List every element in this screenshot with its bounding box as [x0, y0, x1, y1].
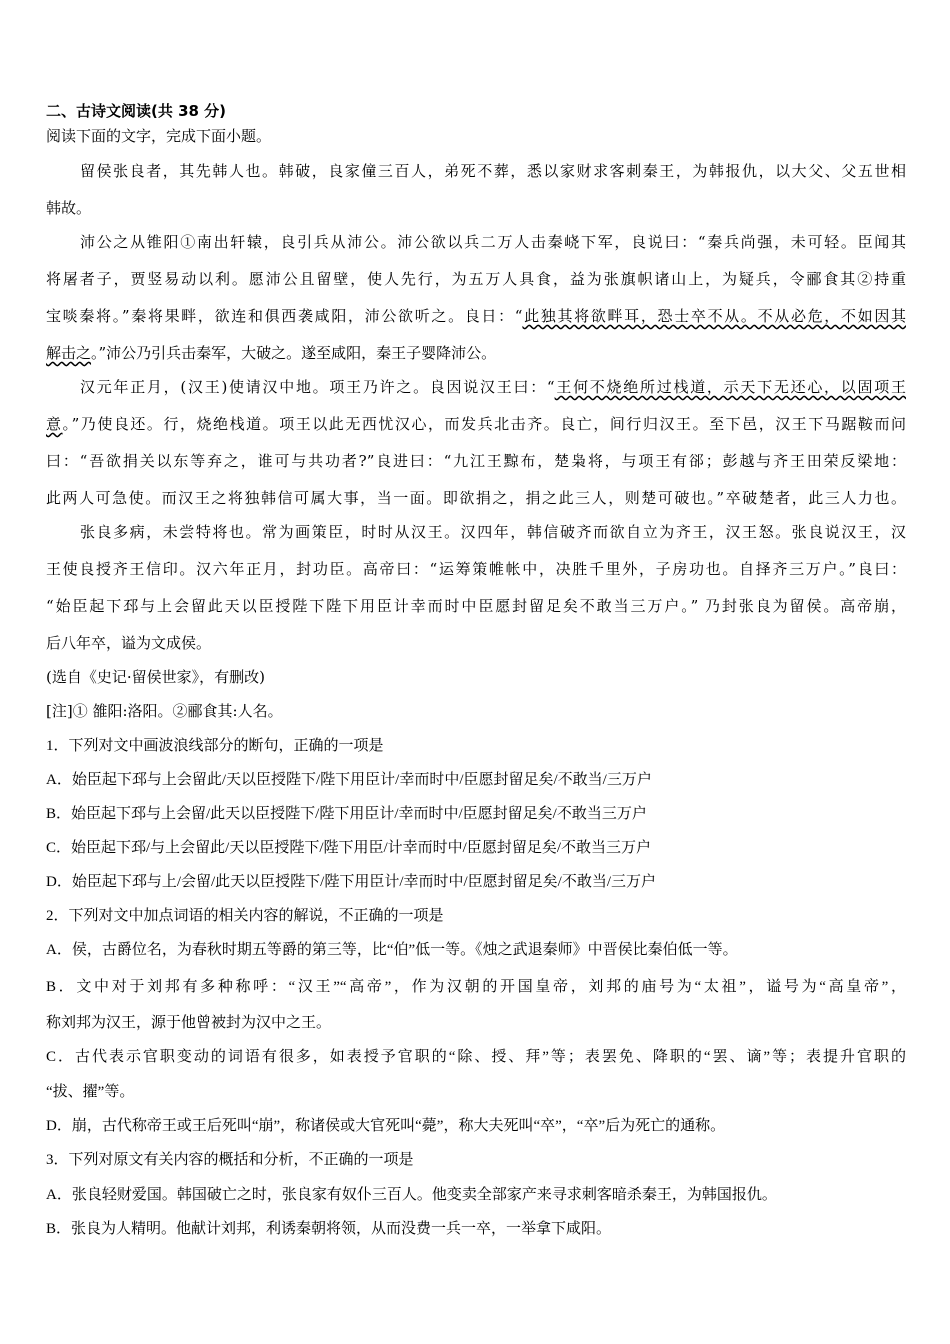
- answer-option[interactable]: B．始臣起下邳与上会留/此天以臣授陛下/陛下用臣计/幸而时中/臣愿封留足矣/不敢当三万户: [46, 806, 647, 822]
- wavy-underline-text: 王何不烧绝所过栈道，示天下无还心，以固项王: [554, 378, 906, 396]
- passage-source: (选自《史记·留侯世家》，有删改): [46, 668, 265, 686]
- wavy-underline-text: 此独其将欲畔耳，恐士卒不从。不从必危，不如因其: [522, 307, 906, 325]
- passage-line: 沛公之从锥阳①南出轩辕，良引兵从沛公。沛公欲以兵二万人击秦峣下军，良说曰：“秦兵尚强，未可轻。臣闻其: [80, 233, 906, 251]
- passage-line: 意。”乃使良还。行，烧绝栈道。项王以此无西忧汉心，而发兵北击齐。良亡，间行归汉王。至下邑，汉王下马踞鞍而问: [46, 415, 906, 433]
- answer-option[interactable]: B．文中对于刘邦有多种称呼：“汉王”“高帝”，作为汉朝的开国皇帝，刘邦的庙号为“太祖”，谥号为“高皇帝”，: [46, 979, 906, 995]
- passage-line: 王使良授齐王信印。汉六年正月，封功臣。高帝曰：“运筹策帷帐中，决胜千里外，子房功也。自择齐三万户。”良曰：: [46, 560, 906, 578]
- question-stem: 1．下列对文中画波浪线部分的断句，正确的一项是: [46, 738, 384, 754]
- answer-option[interactable]: A．侯，古爵位名，为春秋时期五等爵的第三等，比“伯”低一等。《烛之武退秦师》中晋侯比秦伯低一等。: [46, 942, 738, 958]
- answer-option-continued: “拔、擢”等。: [46, 1084, 135, 1100]
- section-heading: 二、古诗文阅读(共 38 分): [46, 102, 227, 120]
- passage-line: 将屠者子，贾竖易动以利。愿沛公且留壁，使人先行，为五万人具食，益为张旗帜诸山上，为疑兵，令郦食其②持重: [46, 270, 906, 288]
- answer-option[interactable]: D．始臣起下邳与上/会留/此天以臣授陛下/陛下用臣计/幸而时中/臣愿封留足矣/不敢当/三万户: [46, 874, 657, 890]
- passage-line: 解击之。”沛公乃引兵击秦军，大破之。遂至咸阳，秦王子婴降沛公。: [46, 344, 497, 362]
- question-stem: 3．下列对原文有关内容的概括和分析，不正确的一项是: [46, 1152, 414, 1168]
- passage-line: 汉元年正月，(汉王)使请汉中地。项王乃许之。良因说汉王曰：“王何不烧绝所过栈道，示天下无还心，以固项王: [80, 378, 906, 396]
- answer-option[interactable]: D．崩，古代称帝王或王后死叫“崩”，称诸侯或大官死叫“薨”，称大夫死叫“卒”，“卒”后为死亡的通称。: [46, 1118, 726, 1134]
- passage-line: 曰：“吾欲捐关以东等弃之，谁可与共功者?”良进曰：“九江王黥布，楚枭将，与项王有郤；彭越与齐王田荣反梁地：: [46, 452, 906, 470]
- wavy-underline-text: 意: [46, 415, 63, 433]
- passage-line: 后八年卒，谥为文成侯。: [46, 634, 212, 652]
- answer-option[interactable]: C．古代表示官职变动的词语有很多，如表授予官职的“除、授、拜”等；表罢免、降职的“罢、谪”等；表提升官职的: [46, 1049, 906, 1065]
- answer-option[interactable]: A．始臣起下邳与上会留此/天以臣授陛下/陛下用臣计/幸而时中/臣愿封留足矣/不敢当/三万户: [46, 772, 652, 788]
- passage-line: 留侯张良者，其先韩人也。韩破，良家僮三百人，弟死不葬，悉以家财求客刺秦王，为韩报仇，以大父、父五世相: [80, 162, 906, 180]
- answer-option-continued: 称刘邦为汉王，源于他曾被封为汉中之王。: [46, 1015, 332, 1031]
- answer-option[interactable]: A．张良轻财爱国。韩国破亡之时，张良家有奴仆三百人。他变卖全部家产来寻求刺客暗杀秦王，为韩国报仇。: [46, 1187, 777, 1203]
- passage-line: “始臣起下邳与上会留此天以臣授陛下陛下用臣计幸而时中臣愿封留足矣不敢当三万户。” 乃封张良为留侯。高帝崩，: [46, 597, 906, 615]
- passage-line: 宝啖秦将。”秦将果畔，欲连和俱西袭咸阳，沛公欲听之。良日：“此独其将欲畔耳，恐士卒不从。不从必危，不如因其: [46, 307, 906, 325]
- passage-line: 韩故。: [46, 199, 92, 217]
- answer-option[interactable]: C．始臣起下邳/与上会留此/天以臣授陛下/陛下用臣/计幸而时中/臣愿封留足矣/不敢当三万户: [46, 840, 652, 856]
- answer-option[interactable]: B．张良为人精明。他献计刘邦，利诱秦朝将领，从而没费一兵一卒，一举拿下咸阳。: [46, 1221, 612, 1237]
- wavy-underline-text: 解击之: [46, 344, 92, 362]
- passage-line: 此两人可急使。而汉王之将独韩信可属大事，当一面。即欲捐之，捐之此三人，则楚可破也。”卒破楚者，此三人力也。: [46, 489, 906, 507]
- question-stem: 2．下列对文中加点词语的相关内容的解说，不正确的一项是: [46, 908, 444, 924]
- passage-line: 张良多病，未尝特将也。常为画策臣，时时从汉王。汉四年，韩信破齐而欲自立为齐王，汉王怒。张良说汉王，汉: [80, 523, 906, 541]
- passage-note: [注]① 雒阳:洛阳。②郦食其:人名。: [46, 702, 283, 720]
- section-instruction: 阅读下面的文字，完成下面小题。: [46, 129, 272, 145]
